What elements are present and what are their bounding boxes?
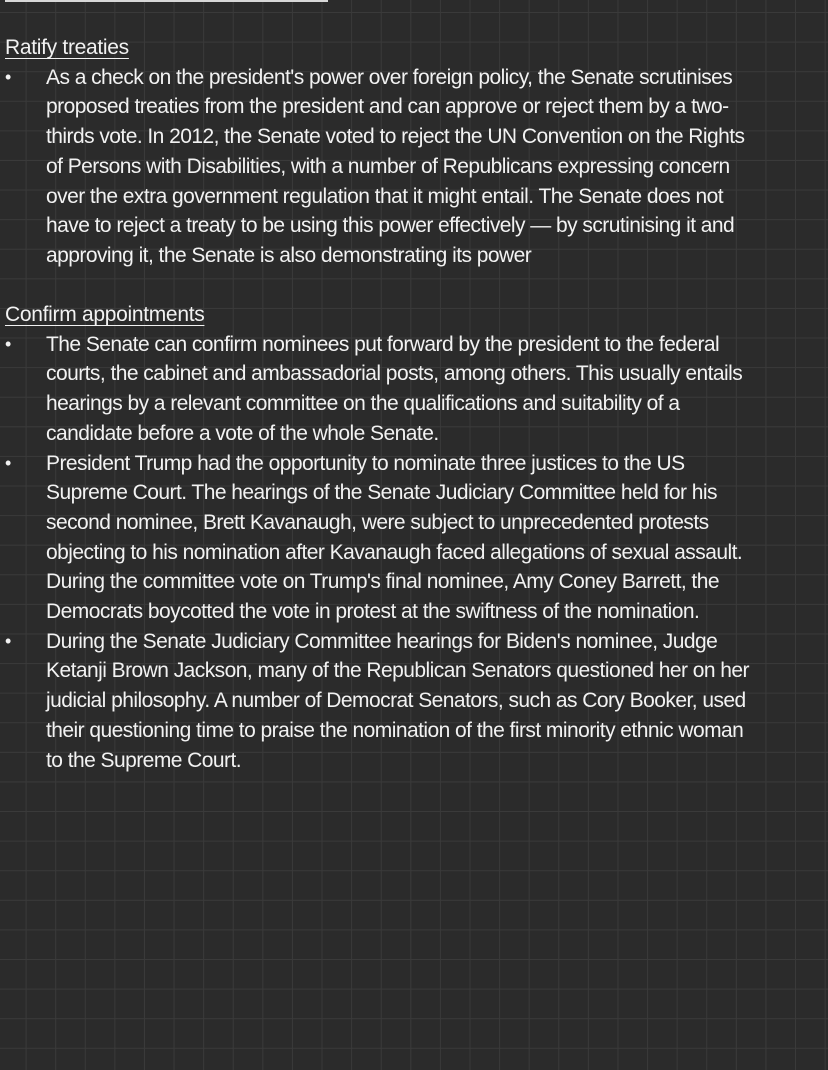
- text-line: have to reject a treaty to be using this power effectively — by scrutinising it and: [46, 214, 735, 238]
- bullet-icon: •: [5, 452, 12, 473]
- text-line: objecting to his nomination after Kavanaugh faced allegations of sexual assault.: [46, 540, 743, 564]
- text-line: candidate before a vote of the whole Senate.: [46, 421, 439, 445]
- section-heading: Confirm appointments: [5, 303, 205, 326]
- text-line: Democrats boycotted the vote in protest at the swiftness of the nomination.: [46, 600, 700, 624]
- bullet-item: [5, 330, 820, 449]
- text-line: hearings by a relevant committee on the qualifications and suitability of a: [46, 392, 680, 416]
- text-line: judicial philosophy. A number of Democrat Senators, such as Cory Booker, used: [46, 689, 746, 713]
- text-line: President Trump had the opportunity to nominate three justices to the US: [46, 451, 685, 475]
- text-line: second nominee, Brett Kavanaugh, were subject to unprecedented protests: [46, 510, 709, 534]
- text-line: of Persons with Disabilities, with a number of Republicans expressing concern: [46, 154, 730, 178]
- text-line: The Senate can confirm nominees put forward by the president to the federal: [46, 332, 720, 356]
- bullet-item: [5, 63, 820, 271]
- top-divider-line: [5, 0, 328, 2]
- text-line: their questioning time to praise the nomination of the first minority ethnic woman: [46, 718, 744, 742]
- text-line: As a check on the president's power over foreign policy, the Senate scrutinises: [46, 65, 733, 89]
- bullet-icon: •: [5, 66, 12, 87]
- section-heading: Ratify treaties: [5, 36, 129, 59]
- bullet-item: [5, 627, 820, 776]
- bullet-item: [5, 449, 820, 627]
- text-line: thirds vote. In 2012, the Senate voted to reject the UN Convention on the Rights: [46, 125, 745, 149]
- text-line: During the committee vote on Trump's final nominee, Amy Coney Barrett, the: [46, 570, 719, 594]
- bullet-icon: •: [5, 333, 12, 354]
- text-line: proposed treaties from the president and can approve or reject them by a two-: [46, 95, 729, 119]
- text-line: Ketanji Brown Jackson, many of the Republican Senators questioned her on her: [46, 659, 749, 683]
- text-line: courts, the cabinet and ambassadorial posts, among others. This usually entails: [46, 362, 743, 386]
- bullet-icon: •: [5, 630, 12, 651]
- text-line: Supreme Court. The hearings of the Senate Judiciary Committee held for his: [46, 481, 717, 505]
- section-confirm-appointments: [5, 300, 820, 775]
- text-line: approving it, the Senate is also demonstrating its power: [46, 243, 532, 267]
- text-line: over the extra government regulation that it might entail. The Senate does not: [46, 184, 723, 208]
- text-line: During the Senate Judiciary Committee hearings for Biden's nominee, Judge: [46, 629, 718, 653]
- text-line: to the Supreme Court.: [46, 748, 242, 772]
- section-ratify-treaties: [5, 33, 820, 271]
